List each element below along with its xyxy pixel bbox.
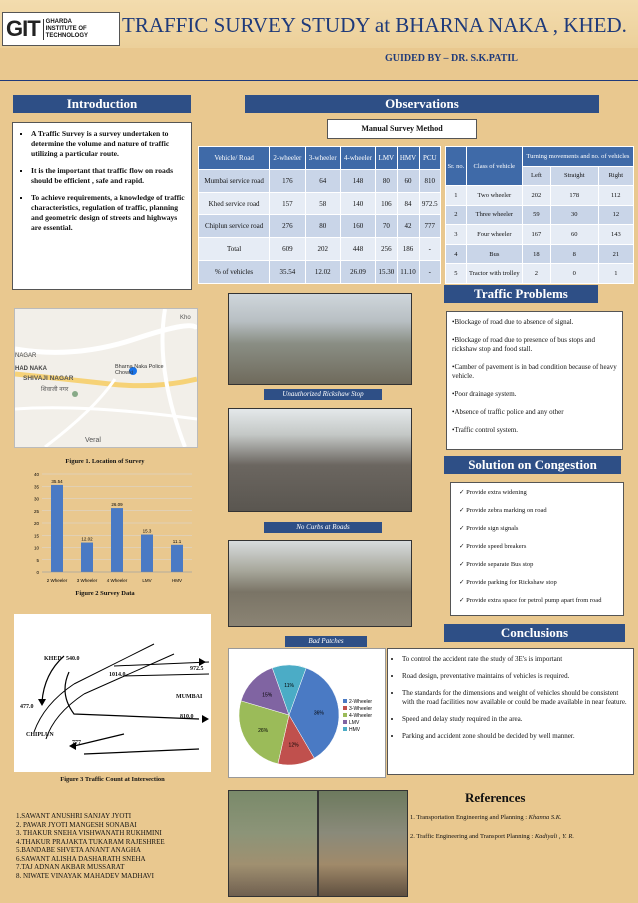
column-header: Class of vehicle bbox=[466, 147, 522, 186]
no-curbs-photo bbox=[228, 408, 412, 512]
table-cell: 11.10 bbox=[397, 261, 419, 284]
table-header-row bbox=[446, 147, 634, 167]
references-heading: References bbox=[465, 790, 526, 805]
solution-item: ✓ Provide zebra marking on road bbox=[459, 507, 547, 514]
introduction-heading: Introduction bbox=[13, 95, 191, 113]
conclusions-heading: Conclusions bbox=[444, 624, 625, 642]
table-cell: Two wheeler bbox=[466, 186, 522, 206]
table-cell: 256 bbox=[376, 238, 397, 261]
x-tick-label: 3 Wheeler bbox=[76, 578, 98, 583]
table-cell: 810 bbox=[419, 169, 440, 192]
figure2-caption: Figure 2 Survey Data bbox=[75, 590, 135, 597]
bar-data-label: 11.1 bbox=[172, 538, 182, 544]
table-row bbox=[446, 244, 634, 264]
solution-item: ✓ Provide speed breakers bbox=[459, 543, 527, 550]
table-cell: 21 bbox=[598, 244, 633, 264]
x-tick-label: LMV bbox=[142, 578, 152, 583]
survey-table bbox=[198, 146, 441, 284]
introduction-box bbox=[12, 122, 192, 290]
table-cell: Mumbai service road bbox=[199, 169, 270, 192]
column-header: Turning movements and no. of vehicles bbox=[522, 147, 633, 167]
column-subheader: Right bbox=[598, 166, 633, 186]
pie-slice-label: 11% bbox=[284, 683, 294, 690]
table-cell: 167 bbox=[522, 225, 550, 245]
problem-item: •Blockage of road due to absence of signal. bbox=[452, 318, 574, 326]
legend-entry: 2-Wheeler bbox=[349, 699, 373, 705]
bar-data-label: 15.3 bbox=[142, 528, 152, 534]
table-row bbox=[446, 264, 634, 284]
table-cell: 2 bbox=[522, 264, 550, 284]
reference-item: 1. Transportation Engineering and Planning : Khanna S.K. bbox=[410, 814, 562, 821]
conclusion-item: • Parking and accident zone should be decided by well manner. bbox=[402, 732, 629, 741]
table-cell: Tractor with trolley bbox=[466, 264, 522, 284]
diagram-label: 972.5 bbox=[190, 666, 204, 672]
reference-item: 2. Traffic Engineering and Transport Planning : Kadiyali , Y. R. bbox=[410, 833, 574, 840]
column-header: 4-wheeler bbox=[340, 147, 375, 170]
pie-slice-label: 12% bbox=[288, 742, 299, 749]
diagram-label: CHIPLUN bbox=[26, 732, 54, 738]
column-header: PCU bbox=[419, 147, 440, 170]
conclusion-item: • Road design, preventative maintains of vehicles is required. bbox=[402, 672, 629, 681]
photo-caption: Unauthorized Rickshaw Stop bbox=[264, 389, 382, 400]
intro-bullet: ▪ A Traffic Survey is a survey undertaken to determine the volume and nature of traffic utilizing a particular route. bbox=[31, 129, 185, 159]
map-label: HAD NAKA bbox=[15, 366, 47, 372]
diagram-label: KHED bbox=[44, 656, 62, 662]
bar-data-label: 35.54 bbox=[51, 478, 63, 484]
logo-subtext: GHARDA INSTITUTE OF TECHNOLOGY bbox=[43, 19, 88, 40]
solution-box bbox=[450, 482, 624, 616]
rickshaw-stop-photo bbox=[228, 293, 412, 385]
pie-slice-label: 15% bbox=[262, 692, 273, 699]
photo-caption: Bad Patches bbox=[285, 636, 367, 647]
table-cell: 276 bbox=[270, 215, 305, 238]
header-divider bbox=[0, 80, 638, 81]
table-cell: 4 bbox=[446, 244, 467, 264]
bar-data-label: 12.02 bbox=[81, 536, 93, 542]
table-cell: 84 bbox=[397, 192, 419, 215]
table-cell: 30 bbox=[550, 205, 598, 225]
turning-movement-table bbox=[445, 146, 634, 284]
diagram-label: 810.0 bbox=[180, 714, 194, 720]
table-row bbox=[199, 192, 441, 215]
table-header-row bbox=[199, 147, 441, 170]
table-cell: 609 bbox=[270, 238, 305, 261]
diagram-label: 477.0 bbox=[20, 704, 34, 710]
traffic-problems-box bbox=[446, 311, 623, 450]
bar-data-label: 26.09 bbox=[111, 502, 123, 508]
column-header: HMV bbox=[397, 147, 419, 170]
diagram-label: 777 bbox=[72, 740, 81, 746]
legend-swatch bbox=[343, 720, 347, 724]
table-cell: 2 bbox=[446, 205, 467, 225]
solution-item: ✓ Provide extra space for petrol pump apart from road bbox=[459, 597, 602, 604]
intro-bullet: ▪ To achieve requirements, a knowledge of traffic characteristics, regulation of traffic, planning and geometric design of streets and highways are essential. bbox=[31, 193, 185, 233]
solution-item: ✓ Provide parking for Rickshaw stop bbox=[459, 579, 557, 586]
column-header: 2-wheeler bbox=[270, 147, 305, 170]
legend-entry: LMV bbox=[349, 720, 360, 726]
table-cell: 777 bbox=[419, 215, 440, 238]
figure1-caption: Figure 1. Location of Survey bbox=[65, 458, 145, 465]
vehicle-pie-chart bbox=[228, 648, 386, 778]
column-header: 3-wheeler bbox=[305, 147, 340, 170]
table-cell: 42 bbox=[397, 215, 419, 238]
y-tick-label: 30 bbox=[33, 496, 39, 502]
pie-chart-svg bbox=[229, 649, 385, 777]
check-icon: ✓ bbox=[459, 525, 467, 532]
problem-item: •Absence of traffic police and any other bbox=[452, 408, 564, 416]
bar-chart-svg bbox=[28, 470, 196, 586]
table-cell: 140 bbox=[340, 192, 375, 215]
table-cell: 176 bbox=[270, 169, 305, 192]
pie-slice-label: 36% bbox=[313, 710, 324, 717]
figure3-caption: Figure 3 Traffic Count at Intersection bbox=[60, 776, 165, 783]
column-subheader: Left bbox=[522, 166, 550, 186]
x-tick-label: 2 Wheeler bbox=[46, 578, 68, 583]
map-label: Veral bbox=[85, 437, 101, 444]
check-icon: ✓ bbox=[459, 489, 467, 496]
table-cell: Three wheeler bbox=[466, 205, 522, 225]
references-list bbox=[410, 814, 630, 840]
conclusion-item: • The standards for the dimensions and weight of vehicles should be consistent with the road facilities now available or could be made available in near feature. bbox=[402, 689, 629, 707]
table-cell: 58 bbox=[305, 192, 340, 215]
table-cell: - bbox=[419, 261, 440, 284]
check-icon: ✓ bbox=[459, 543, 467, 550]
problem-item: •Traffic control system. bbox=[452, 426, 519, 434]
table-cell: 160 bbox=[340, 215, 375, 238]
legend-swatch bbox=[343, 713, 347, 717]
table-cell: 8 bbox=[550, 244, 598, 264]
conclusion-item: • Speed and delay study required in the area. bbox=[402, 715, 629, 724]
y-tick-label: 25 bbox=[33, 508, 39, 514]
table-cell: 59 bbox=[522, 205, 550, 225]
table-cell: 0 bbox=[550, 264, 598, 284]
team-photo-2 bbox=[318, 790, 408, 897]
team-member: 7.TAJ ADNAN AKBAR MUSSARAT bbox=[16, 863, 125, 871]
x-tick-label: 4 Wheeler bbox=[106, 578, 128, 583]
table-cell: % of vehicles bbox=[199, 261, 270, 284]
problem-item: •Camber of pavement is in bad condition because of heavy vehicle. bbox=[452, 363, 617, 380]
column-header: Sr. no. bbox=[446, 147, 467, 186]
conclusions-box bbox=[387, 648, 634, 775]
table-row bbox=[199, 261, 441, 284]
solution-item: ✓ Provide sign signals bbox=[459, 525, 519, 532]
team-member: 8. NIWATE VINAYAK MAHADEV MADHAVI bbox=[16, 871, 154, 880]
diagram-label: MUMBAI bbox=[176, 694, 203, 700]
intro-bullet: ▪ It is the important that traffic flow on roads should be efficient , safe and rapid. bbox=[31, 166, 185, 186]
pie-slice-label: 26% bbox=[258, 728, 269, 735]
bar bbox=[141, 535, 153, 572]
map-label: SHIVAJI NAGAR bbox=[23, 375, 74, 382]
team-member: 3. THAKUR SNEHA VISHWANATH RUKHMINI bbox=[16, 829, 162, 837]
conclusion-item: • To control the accident rate the study of 3E's is important bbox=[402, 655, 629, 664]
team-member: 5.BANDABE SHVETA ANANT ANAGHA bbox=[16, 846, 141, 854]
table-cell: 106 bbox=[376, 192, 397, 215]
table-cell: 12.02 bbox=[305, 261, 340, 284]
solution-item: ✓ Provide extra widening bbox=[459, 489, 527, 496]
table-row bbox=[446, 205, 634, 225]
logo-text: GIT bbox=[6, 16, 40, 41]
institute-logo bbox=[2, 12, 120, 46]
map-label: NAGAR bbox=[15, 353, 37, 359]
table-cell: 178 bbox=[550, 186, 598, 206]
table-cell: 202 bbox=[522, 186, 550, 206]
table-cell: 12 bbox=[598, 205, 633, 225]
team-photo-1 bbox=[228, 790, 318, 897]
table-cell: Chiplun service road bbox=[199, 215, 270, 238]
poster-title: TRAFFIC SURVEY STUDY at BHARNA NAKA , KHED. bbox=[122, 13, 627, 37]
y-tick-label: 35 bbox=[33, 484, 39, 490]
table-row bbox=[199, 238, 441, 261]
table-cell: 157 bbox=[270, 192, 305, 215]
bar bbox=[51, 485, 63, 572]
legend-entry: 3-Wheeler bbox=[349, 706, 373, 712]
map-label: Bharna Naka Police Chowki bbox=[115, 364, 164, 376]
table-cell: 3 bbox=[446, 225, 467, 245]
table-cell: Four wheeler bbox=[466, 225, 522, 245]
table-cell: 186 bbox=[397, 238, 419, 261]
table-cell: Bus bbox=[466, 244, 522, 264]
y-tick-label: 40 bbox=[33, 472, 39, 477]
y-tick-label: 20 bbox=[33, 521, 39, 526]
team-member: 4.THAKUR PRAJAKTA TUKARAM RAJESHREE bbox=[16, 837, 165, 846]
map-label: शिवाजी नगर bbox=[41, 387, 69, 393]
y-tick-label: 5 bbox=[36, 557, 39, 563]
table-cell: 80 bbox=[376, 169, 397, 192]
table-row bbox=[446, 225, 634, 245]
problem-item: •Poor drainage system. bbox=[452, 390, 517, 398]
table-cell: Khed service road bbox=[199, 192, 270, 215]
check-icon: ✓ bbox=[459, 597, 467, 604]
legend-entry: HMV bbox=[349, 727, 361, 733]
legend-entry: 4-Wheeler bbox=[349, 713, 373, 719]
photo-caption: No Curbs at Roads bbox=[264, 522, 382, 533]
team-list bbox=[16, 812, 226, 880]
table-cell: 18 bbox=[522, 244, 550, 264]
bar bbox=[171, 545, 183, 572]
column-header: LMV bbox=[376, 147, 397, 170]
intersection-diagram bbox=[14, 614, 211, 772]
team-member: 2. PAWAR JYOTI MANGESH SONABAI bbox=[16, 820, 137, 829]
diagram-label: 1014.0 bbox=[109, 672, 126, 678]
table-cell: 35.54 bbox=[270, 261, 305, 284]
table-cell: Total bbox=[199, 238, 270, 261]
bar bbox=[81, 543, 93, 572]
table-cell: 143 bbox=[598, 225, 633, 245]
solution-heading: Solution on Congestion bbox=[444, 456, 621, 474]
location-map bbox=[14, 308, 198, 448]
y-tick-label: 15 bbox=[33, 533, 39, 539]
table-cell: 60 bbox=[550, 225, 598, 245]
table-cell: 70 bbox=[376, 215, 397, 238]
table-cell: 80 bbox=[305, 215, 340, 238]
table-cell: 202 bbox=[305, 238, 340, 261]
table-cell: 1 bbox=[598, 264, 633, 284]
guide-line: GUIDED BY – DR. S.K.PATIL bbox=[385, 53, 518, 64]
diagram-label: 540.0 bbox=[66, 656, 80, 662]
legend-swatch bbox=[343, 727, 347, 731]
intersection-svg bbox=[14, 614, 211, 772]
table-cell: - bbox=[419, 238, 440, 261]
x-tick-label: HMV bbox=[172, 578, 182, 583]
team-member: 1.SAWANT ANUSHRI SANJAY JYOTI bbox=[16, 812, 132, 820]
bad-patches-photo bbox=[228, 540, 412, 627]
bar bbox=[111, 508, 123, 572]
solution-item: ✓ Provide separate Bus stop bbox=[459, 561, 534, 568]
observations-heading: Observations bbox=[245, 95, 599, 113]
problem-item: •Blockage of road due to presence of bus stops and rickshaw stop and food stall. bbox=[452, 336, 595, 353]
check-icon: ✓ bbox=[459, 561, 467, 568]
table-cell: 60 bbox=[397, 169, 419, 192]
check-icon: ✓ bbox=[459, 579, 467, 586]
column-header: Vehicle/ Road bbox=[199, 147, 270, 170]
team-member: 6.SAWANT ALISHA DASHARATH SNEHA bbox=[16, 854, 146, 863]
table-cell: 148 bbox=[340, 169, 375, 192]
table-cell: 448 bbox=[340, 238, 375, 261]
survey-bar-chart bbox=[28, 470, 196, 586]
table-row bbox=[199, 169, 441, 192]
table-cell: 5 bbox=[446, 264, 467, 284]
traffic-problems-heading: Traffic Problems bbox=[444, 285, 598, 303]
table-cell: 112 bbox=[598, 186, 633, 206]
table-row bbox=[446, 186, 634, 206]
legend-swatch bbox=[343, 699, 347, 703]
column-subheader: Straight bbox=[550, 166, 598, 186]
survey-method-label: Manual Survey Method bbox=[327, 119, 477, 139]
y-tick-label: 0 bbox=[36, 570, 39, 575]
map-label: Kho bbox=[180, 315, 191, 321]
table-cell: 972.5 bbox=[419, 192, 440, 215]
table-cell: 1 bbox=[446, 186, 467, 206]
table-cell: 64 bbox=[305, 169, 340, 192]
check-icon: ✓ bbox=[459, 507, 467, 514]
legend-swatch bbox=[343, 706, 347, 710]
y-tick-label: 10 bbox=[33, 545, 39, 551]
table-row bbox=[199, 215, 441, 238]
table-cell: 26.09 bbox=[340, 261, 375, 284]
table-cell: 15.30 bbox=[376, 261, 397, 284]
